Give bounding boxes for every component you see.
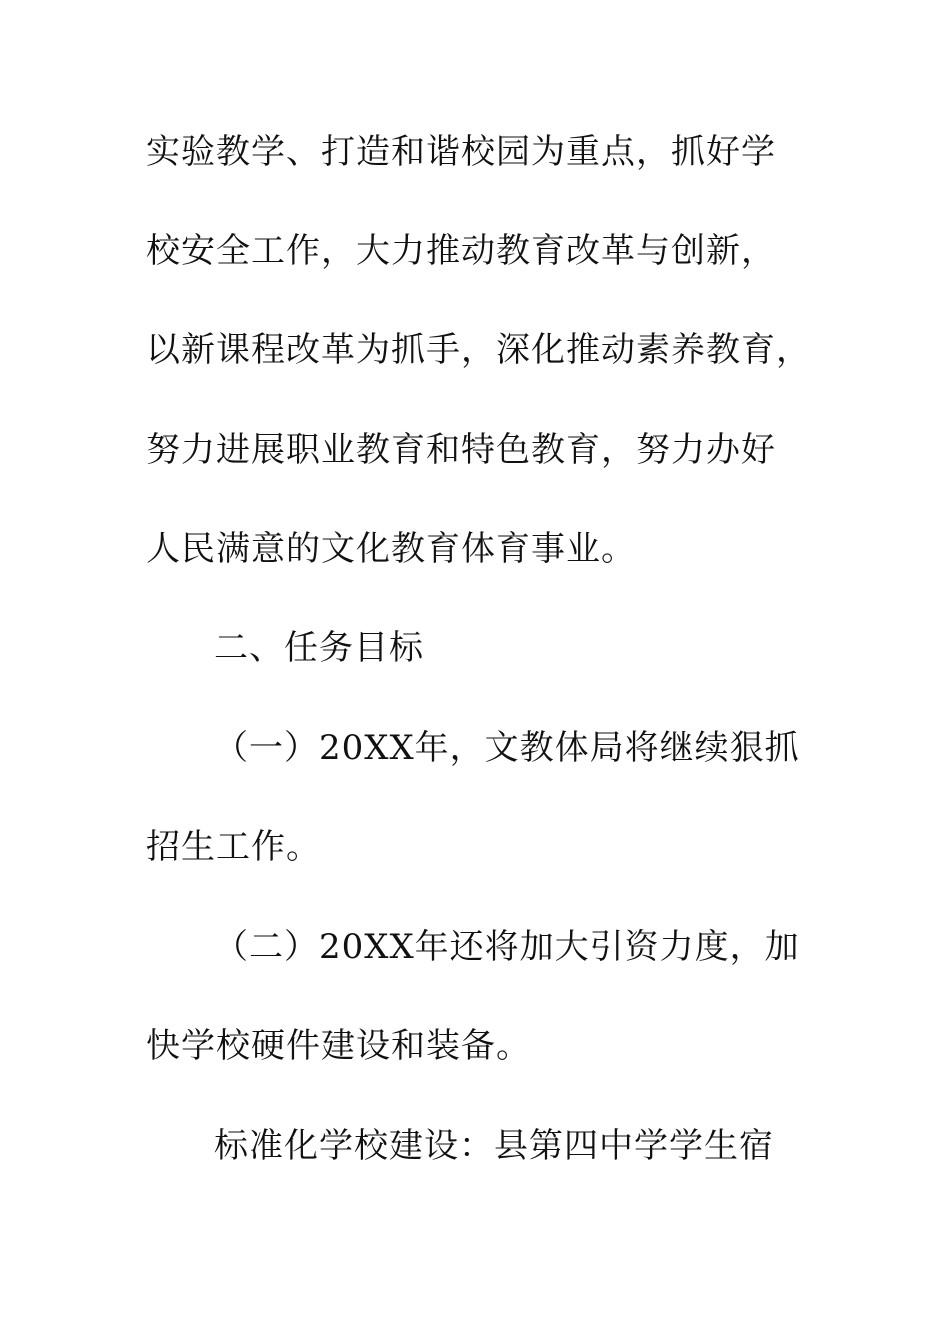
paragraph-line: 招生工作。 xyxy=(146,827,321,867)
paragraph-line: 人民满意的文化教育体育事业。 xyxy=(146,529,636,569)
paragraph-line: （二）20XX年还将加大引资力度，加 xyxy=(214,927,800,967)
paragraph-line: 快学校硬件建设和装备。 xyxy=(146,1026,531,1066)
paragraph-line: 标准化学校建设：县第四中学学生宿 xyxy=(214,1126,774,1166)
paragraph-line: （一）20XX年，文教体局将继续狠抓 xyxy=(214,728,800,768)
section-heading: 二、任务目标 xyxy=(214,628,424,668)
paragraph-line: 校安全工作，大力推动教育改革与创新， xyxy=(146,231,776,271)
paragraph-line: 以新课程改革为抓手，深化推动素养教育， xyxy=(146,330,811,370)
paragraph-line: 努力进展职业教育和特色教育，努力办好 xyxy=(146,430,776,470)
paragraph-line: 实验教学、打造和谐校园为重点，抓好学 xyxy=(146,132,776,172)
